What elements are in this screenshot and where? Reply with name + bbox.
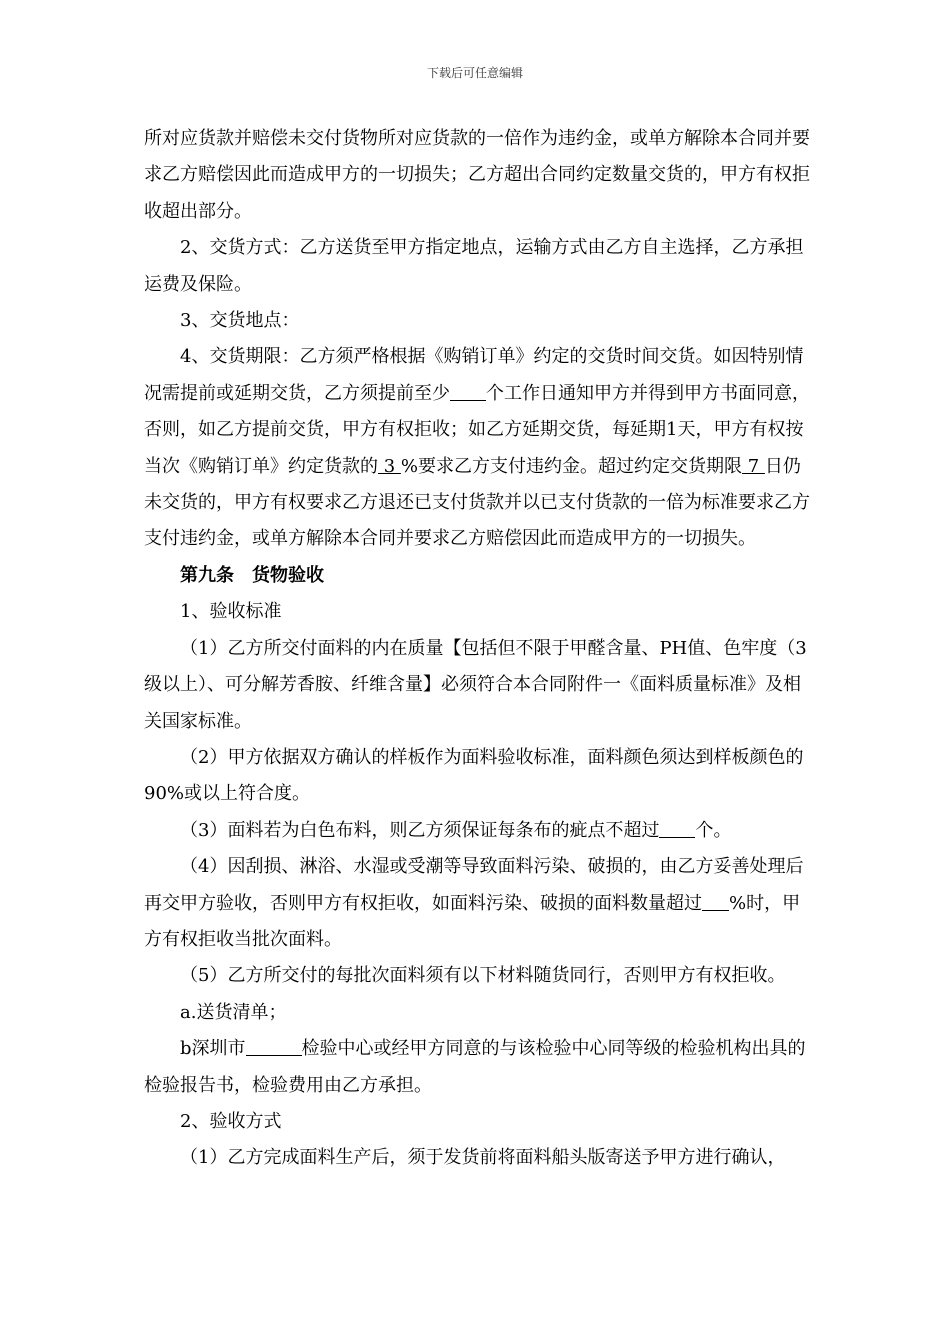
defect-count-blank	[659, 819, 695, 838]
document-a: a.送货清单；	[180, 1001, 287, 1023]
standard-item-3	[144, 813, 816, 849]
deadline-text-d: 日仍未交货的，甲方有权要求乙方退还已支付货款并以已支付货款的一倍为标准要求乙方支付违约金，或单方解除本合同并要求乙方赔偿因此而造成甲方的一切损失。	[144, 455, 810, 550]
clause-delivery-method: 2、交货方式：乙方送货至甲方指定地点，运输方式由乙方自主选择，乙方承担运费及保险。	[144, 237, 804, 295]
city-lab-blank	[246, 1037, 302, 1056]
standard-item-1: （1）乙方所交付面料的内在质量【包括但不限于甲醛含量、PH值、色牢度（3级以上）、可分解芳香胺、纤维含量】必须符合本合同附件一《面料质量标准》及相关国家标准。	[144, 637, 807, 732]
clause-delivery-deadline	[144, 339, 816, 557]
deadline-text-b: 个工作日通知甲方并得到甲方书面同意，否则，如乙方提前交货，甲方有权拒收；如乙方延期交货，每延期1天，甲方有权按当次《购销订单》约定货款的	[144, 382, 810, 477]
damage-percent-blank	[702, 892, 729, 911]
page-header: 下载后可任意编辑	[426, 66, 523, 80]
deadline-text-c: %要求乙方支付违约金。超过约定交货期限	[400, 455, 743, 477]
method-item-1: （1）乙方完成面料生产后，须于发货前将面料船头版寄送予甲方进行确认，	[180, 1147, 786, 1169]
subsection-method: 2、验收方式	[180, 1110, 282, 1132]
subsection-standard: 1、验收标准	[180, 601, 282, 623]
item3-text-b: 个。	[695, 819, 732, 841]
penalty-percent: 3	[378, 455, 401, 477]
clause-delivery-location: 3、交货地点：	[180, 310, 300, 332]
item4-text-b: %时，甲方有权拒收当批次面料。	[144, 892, 801, 950]
standard-item-4	[144, 849, 816, 958]
document-body	[144, 121, 816, 1177]
item4-text-a: （4）因刮损、淋浴、水湿或受潮等导致面料污染、破损的，由乙方妥善处理后再交甲方验收，否则甲方有权拒收，如面料污染、破损的面料数量超过	[144, 856, 804, 914]
overdue-days: 7	[742, 455, 765, 477]
docb-text-b: 检验中心或经甲方同意的与该检验中心同等级的检验机构出具的检验报告书，检验费用由乙方承担。	[144, 1038, 806, 1096]
standard-item-2: （2）甲方依据双方确认的样板作为面料验收标准，面料颜色须达到样板颜色的90%或以上符合度。	[144, 746, 804, 805]
item3-text-a: （3）面料若为白色布料，则乙方须保证每条布的疵点不超过	[180, 819, 660, 841]
document-b	[144, 1031, 816, 1104]
section-heading-inspection: 第九条 货物验收	[180, 564, 324, 586]
docb-text-a: b深圳市	[180, 1038, 246, 1060]
deadline-text-a: 4、交货期限：乙方须严格根据《购销订单》约定的交货时间交货。如因特别情况需提前或延期交货，乙方须提前至少	[144, 346, 804, 404]
notice-days-blank	[450, 382, 486, 401]
paragraph-continuation: 所对应货款并赔偿未交付货物所对应货款的一倍作为违约金，或单方解除本合同并要求乙方赔偿因此而造成甲方的一切损失；乙方超出合同约定数量交货的，甲方有权拒收超出部分。	[144, 128, 810, 222]
standard-item-5: （5）乙方所交付的每批次面料须有以下材料随货同行，否则甲方有权拒收。	[180, 965, 786, 987]
